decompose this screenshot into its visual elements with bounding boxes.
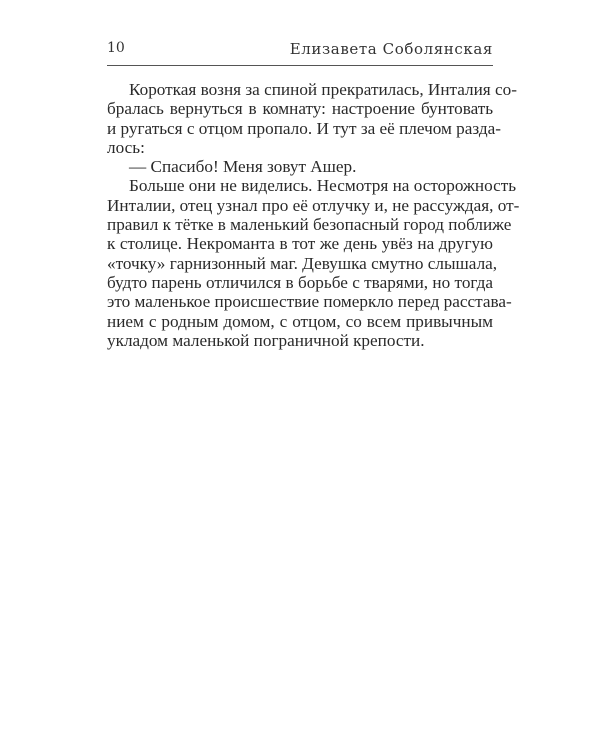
text-line: будто парень отличился в борьбе с тварями, но тогда: [107, 272, 493, 292]
text-line: бралась вернуться в комнату: настроение бунтовать: [107, 99, 494, 119]
text-line: Больше они не виделись. Несмотря на осторожность: [129, 176, 517, 196]
page-number: 10: [107, 40, 125, 56]
text-line: это маленькое происшествие померкло перед расстава-: [107, 292, 512, 312]
text-line: и ругаться с отцом пропало. И тут за её плечом разда-: [107, 118, 501, 138]
text-line: «точку» гарнизонный маг. Девушка смутно слышала,: [107, 253, 498, 273]
paragraph-3: [107, 176, 520, 350]
paragraph-1: [107, 80, 517, 157]
text-line: Инталии, отец узнал про её отлучку и, не рассуждая, от-: [107, 195, 520, 215]
running-head: [107, 40, 493, 60]
text-line: Короткая возня за спиной прекратилась, Инталия со-: [129, 80, 517, 99]
text-line: укладом маленькой пограничной крепости.: [107, 330, 425, 350]
header-rule: [107, 65, 493, 66]
text-line: лось:: [107, 137, 145, 157]
author-name: Елизавета Соболянская: [289, 40, 493, 58]
text-line: нием с родным домом, с отцом, со всем привычным: [107, 311, 493, 331]
text-line: правил к тётке в маленький безопасный город поближе: [107, 215, 512, 235]
text-line: к столице. Некроманта в тот же день увёз на другую: [107, 234, 493, 254]
body-text: [107, 80, 520, 350]
text-line: — Спасибо! Меня зовут Ашер.: [129, 157, 357, 177]
paragraph-2-dialogue: [107, 157, 493, 176]
